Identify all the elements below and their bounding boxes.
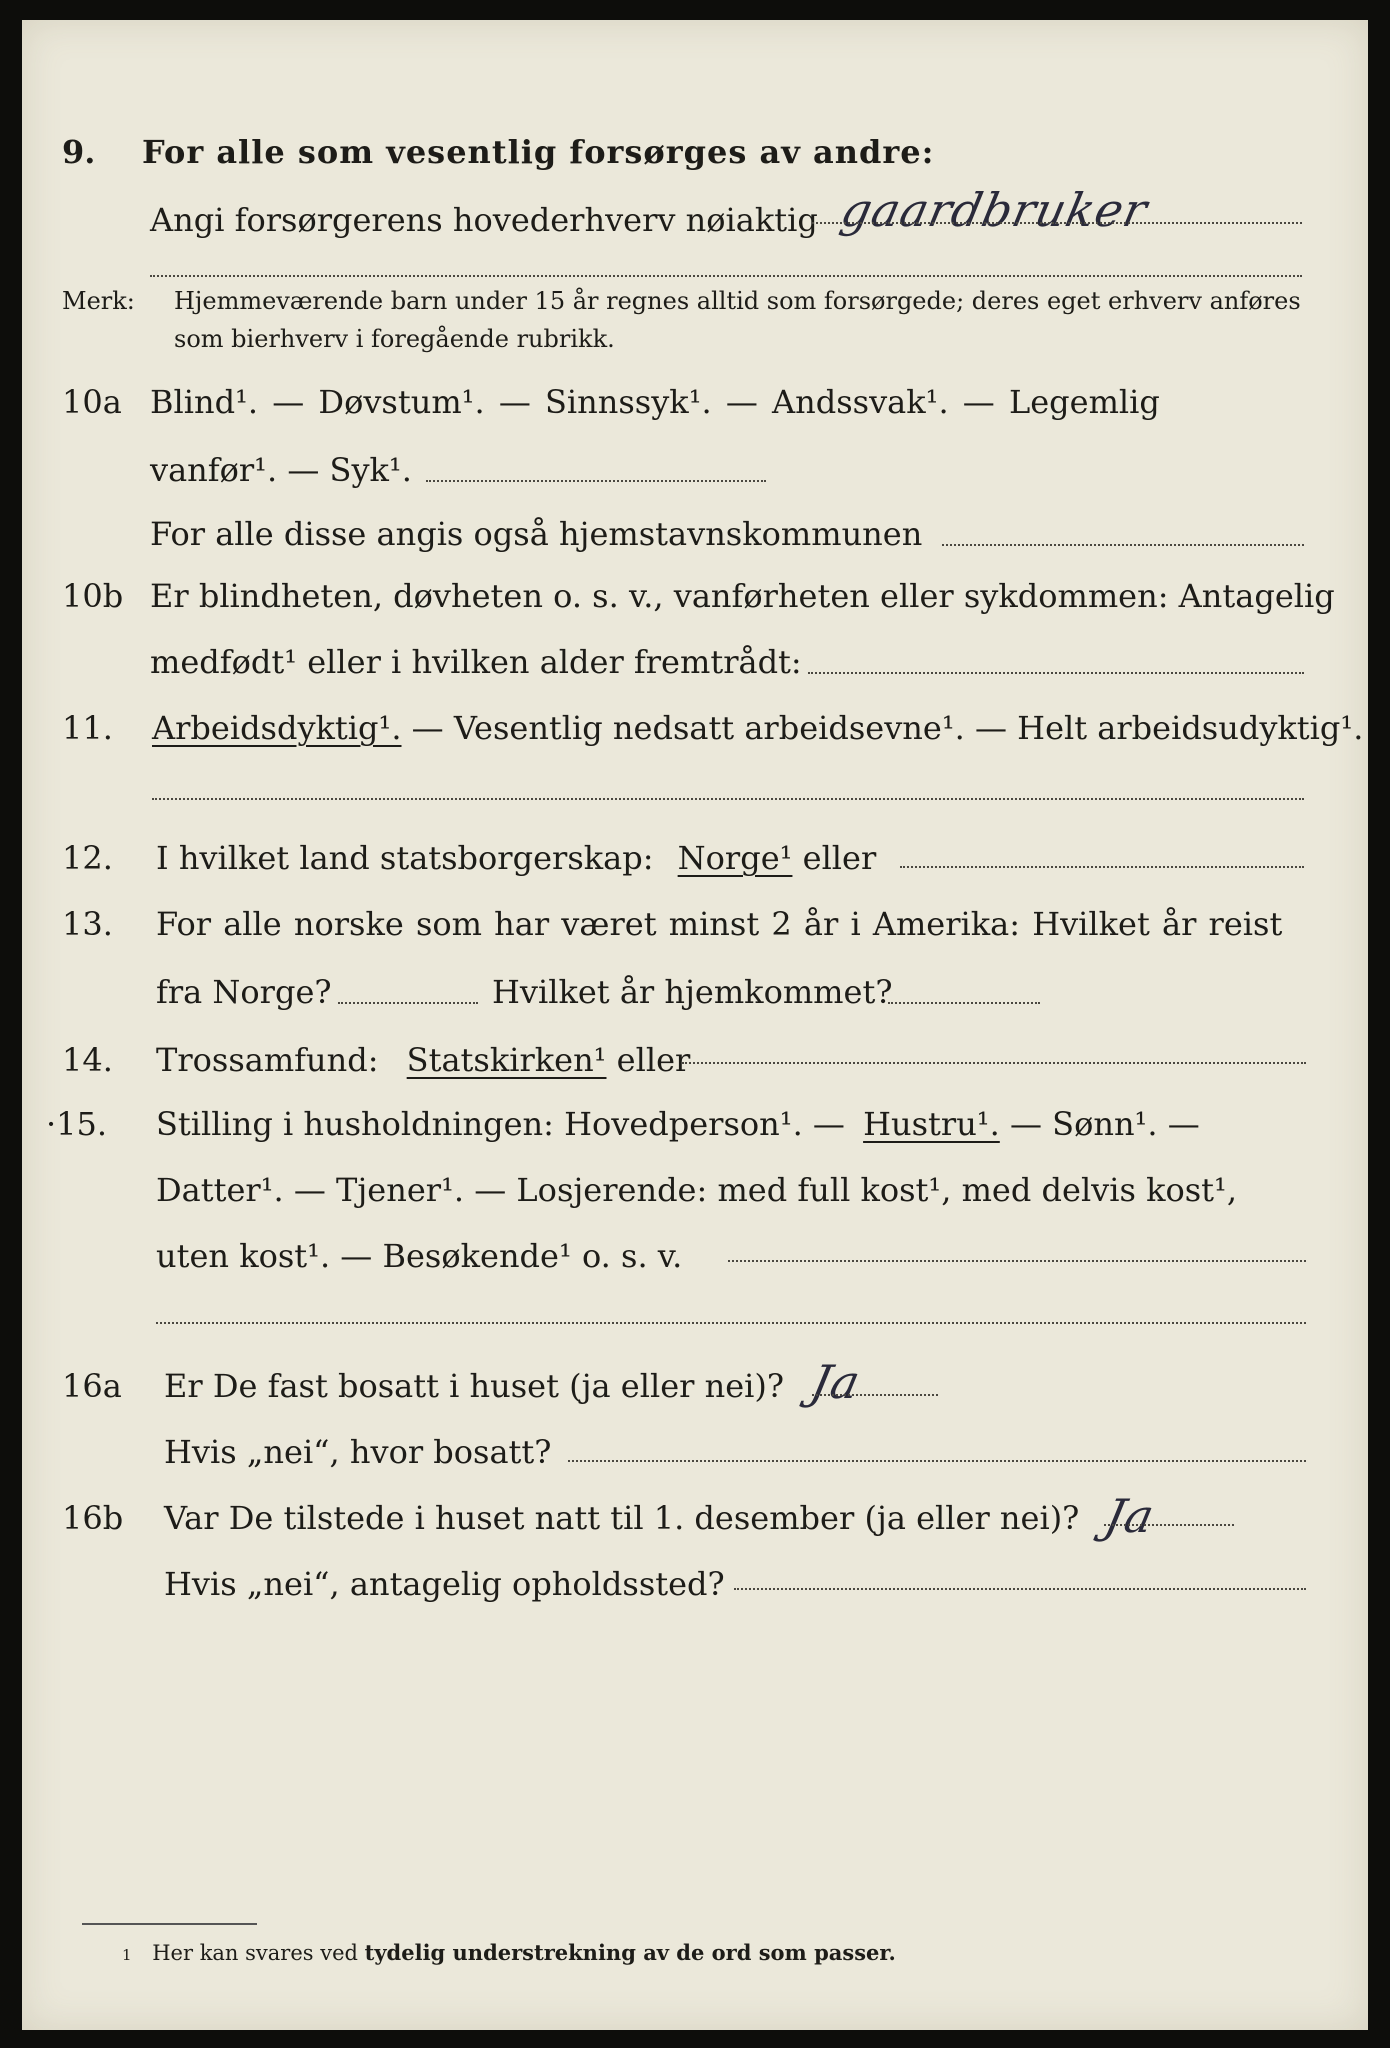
q13-row1 — [22, 892, 1368, 956]
q10b-line1: Er blindheten, døvheten o. s. v., vanførheten eller sykdommen: Antagelig — [150, 577, 1335, 615]
q10a-row1 — [22, 370, 1368, 434]
q16b-line1: Var De tilstede i huset natt til 1. desember (ja eller nei)? — [164, 1499, 1080, 1537]
q10a-syk-line — [426, 480, 766, 482]
q15-row2 — [22, 1158, 1368, 1222]
q14-pre: Trossamfund: — [156, 1041, 379, 1079]
q9-line1-row — [22, 183, 1368, 252]
q16b-row1 — [22, 1486, 1368, 1550]
q15-line1a: Stilling i husholdningen: Hovedperson¹. — — [156, 1105, 845, 1143]
q10a-row3 — [22, 502, 1368, 566]
q15-line1b: — Sønn¹. — — [1009, 1105, 1200, 1143]
q10b-row1 — [22, 564, 1368, 628]
q13-line2a: fra Norge? — [156, 973, 332, 1011]
q12-opt-norge: Norge¹ — [677, 839, 793, 877]
q9-title-row — [22, 120, 1368, 184]
q9-title: For alle som vesentlig forsørges av andre: — [142, 133, 935, 171]
q10b-alder-line — [808, 672, 1304, 674]
footnote-bold: tydelig understrekning av de ord som passer. — [364, 1940, 896, 1965]
q10b-line2: medfødt¹ eller i hvilken alder fremtrådt: — [150, 643, 802, 681]
q13-row2 — [22, 960, 1368, 1024]
merk-label: Merk: — [62, 287, 135, 315]
q14-text — [156, 1028, 690, 1092]
footnote-mark: 1 — [122, 1946, 132, 1964]
q16a-row1 — [22, 1354, 1368, 1418]
q16b-number: 16b — [62, 1499, 124, 1537]
q12-land-line — [900, 866, 1304, 868]
q10a-line1: Blind¹. — Døvstum¹. — Sinnssyk¹. — Andssvak¹. — Legemlig — [150, 383, 1160, 421]
q13-number: 13. — [62, 905, 113, 943]
q11-number: 11. — [62, 709, 113, 747]
footnote — [122, 1938, 896, 1970]
q12-number: 12. — [62, 839, 113, 877]
q16a-number: 16a — [62, 1367, 122, 1405]
q15-besokende-line — [728, 1260, 1306, 1262]
q9-answer-line — [812, 222, 1302, 224]
q13-line1: For alle norske som har været minst 2 år i Amerika: Hvilket år reist — [156, 905, 1283, 943]
q16a-answer: Ja — [806, 1355, 866, 1409]
q16a-answer-line — [812, 1394, 938, 1396]
q15-opt-hustru: Hustru¹. — [863, 1105, 1000, 1143]
q11-extra-line — [152, 798, 1304, 800]
q16b-row2 — [22, 1552, 1368, 1616]
q15-line3: uten kost¹. — Besøkende¹ o. s. v. — [156, 1237, 683, 1275]
q15-row1 — [22, 1092, 1368, 1156]
census-form-page — [22, 20, 1368, 2030]
q14-number: 14. — [62, 1041, 113, 1079]
q10b-number: 10b — [62, 577, 124, 615]
q10a-hjemstavn-line — [942, 544, 1304, 546]
q16b-line2: Hvis „nei“, antagelig opholdssted? — [164, 1565, 725, 1603]
q16b-opholdssted-line — [734, 1588, 1306, 1590]
q14-row — [22, 1028, 1368, 1092]
q14-trossamfund-line — [682, 1062, 1306, 1064]
q10b-row2 — [22, 630, 1368, 694]
q13-hjemkommet-line — [888, 1002, 1040, 1004]
q15-line2: Datter¹. — Tjener¹. — Losjerende: med full kost¹, med delvis kost¹, — [156, 1171, 1238, 1209]
footnote-rule — [82, 1923, 257, 1925]
q9-line1: Angi forsørgerens hovederhverv nøiaktig — [150, 201, 818, 239]
q14-opt-statskirken: Statskirken¹ — [406, 1041, 607, 1079]
q15-number: ·15. — [46, 1105, 108, 1143]
q15-row3 — [22, 1224, 1368, 1288]
q9-extra-line — [150, 275, 1302, 277]
q12-post: eller — [802, 839, 877, 877]
q10a-row2 — [22, 438, 1368, 502]
q14-post: eller — [616, 1041, 691, 1079]
q16a-line1: Er De fast bosatt i huset (ja eller nei)? — [164, 1367, 785, 1405]
q11-opt-arbeidsdyktig: Arbeidsdyktig¹. — [152, 709, 402, 747]
q16b-answer: Ja — [1100, 1489, 1160, 1543]
q9-answer: gaardbruker — [836, 183, 1153, 237]
q10a-number: 10a — [62, 383, 122, 421]
q10a-line2: vanfør¹. — Syk¹. — [150, 451, 412, 489]
q16a-bosatt-line — [568, 1460, 1306, 1462]
q13-reist-line — [338, 1002, 478, 1004]
merk-text: Hjemmeværende barn under 15 år regnes alltid som forsørgede; deres eget erhverv anføres som bierhverv i foregående rubrikk. — [174, 287, 1301, 353]
q15-line1 — [156, 1092, 1200, 1156]
q13-line2b: Hvilket år hjemkommet? — [492, 973, 893, 1011]
q15-extra-line — [156, 1322, 1306, 1324]
footnote-pre: Her kan svares ved — [152, 1941, 358, 1965]
q16a-row2 — [22, 1420, 1368, 1484]
q12-pre: I hvilket land statsborgerskap: — [156, 839, 654, 877]
q12-row — [22, 826, 1368, 890]
q10a-line3: For alle disse angis også hjemstavnskommunen — [150, 515, 923, 553]
q11-text — [152, 696, 1363, 760]
q11-rest: — Vesentlig nedsatt arbeidsevne¹. — Helt arbeidsudyktig¹. — [411, 709, 1364, 747]
q16a-line2: Hvis „nei“, hvor bosatt? — [164, 1433, 552, 1471]
q12-text — [156, 826, 876, 890]
q16b-answer-line — [1104, 1524, 1234, 1526]
q11-row — [22, 696, 1368, 760]
q9-number: 9. — [62, 133, 96, 171]
